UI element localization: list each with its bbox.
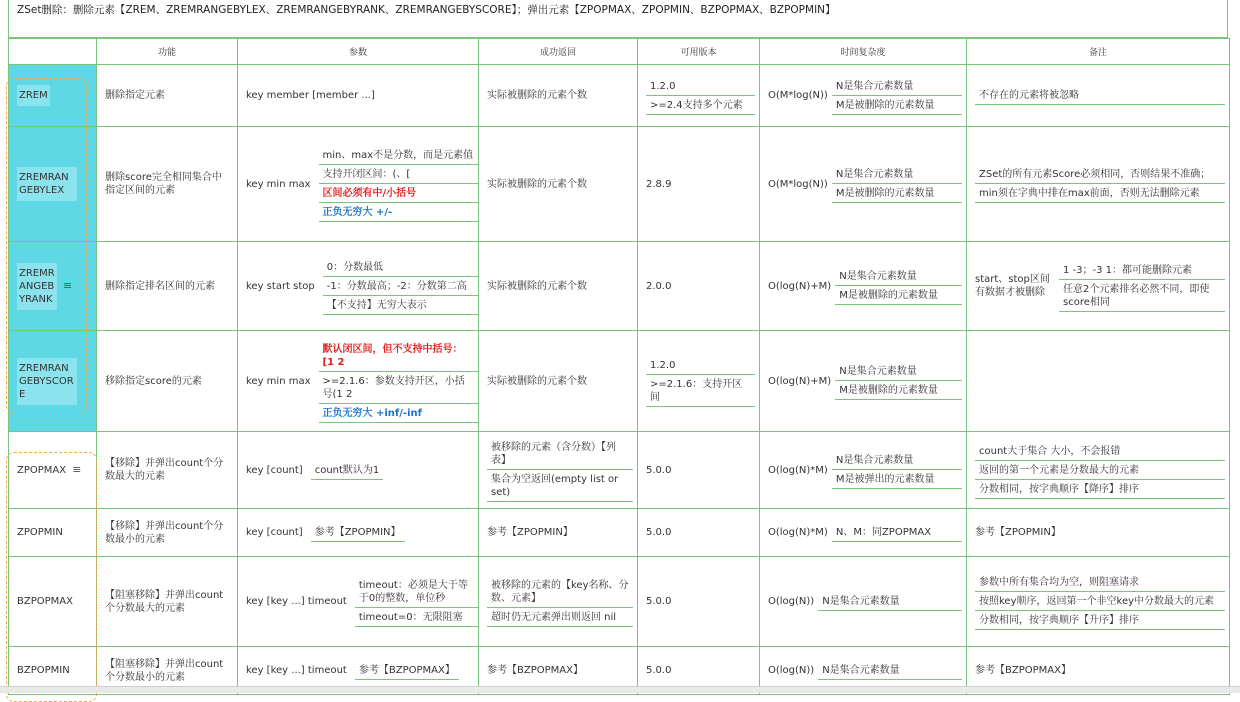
param-item: timeout：必须是大于等于0的整数，单位秒 [355, 576, 478, 608]
header-cmd [9, 39, 97, 65]
note-cell [967, 331, 1230, 432]
version-cell [638, 65, 760, 127]
complexity-key: O(log(N)*M) [768, 464, 828, 476]
param-item: -1：分数最高；-2：分数第二高 [323, 277, 478, 296]
version-cell: 5.0.0 [638, 557, 760, 647]
complexity-key: O(log(N)*M) [768, 527, 828, 538]
note-cell [967, 432, 1230, 509]
return-cell: 实际被删除的元素个数 [479, 242, 638, 331]
version-cell: 2.0.0 [638, 242, 760, 331]
complexity-item: N是集合元素数量 [818, 592, 962, 611]
param-item: 正负无穷大 +inf/-inf [319, 404, 478, 423]
complexity-cell [760, 432, 967, 509]
complexity-item: N是集合元素数量 [832, 77, 962, 96]
note-cell [967, 127, 1230, 242]
command-name[interactable]: ZPOPMAX ≡ [9, 432, 97, 509]
complexity-item: M是被删除的元素数量 [832, 184, 962, 203]
function-cell: 【移除】并弹出count个分数最小的元素 [97, 509, 238, 557]
note-item: min须在字典中排在max前面，否则无法删除元素 [975, 184, 1225, 203]
version-cell: 5.0.0 [638, 509, 760, 557]
complexity-item: N是集合元素数量 [832, 165, 962, 184]
param-item: 支持开闭区间：(、[ [319, 165, 478, 184]
note-item: count大于集合 大小，不会报错 [975, 442, 1225, 461]
params-cell [238, 432, 479, 509]
param-key: key [key ...] timeout [246, 665, 347, 676]
note-cell [967, 242, 1230, 331]
version-cell: 5.0.0 [638, 647, 760, 695]
params-cell [238, 127, 479, 242]
return-item: 被移除的元素（含分数）【列表】 [487, 438, 633, 470]
param-key: key min max [246, 375, 311, 387]
return-cell: 参考【ZPOPMIN】 [479, 509, 638, 557]
complexity-item: N是集合元素数量 [818, 661, 962, 680]
version-item: 1.2.0 [646, 356, 755, 375]
params-cell [238, 509, 479, 557]
note-item: 1 -3；-3 1：都可能删除元素 [1059, 261, 1225, 280]
param-key: key min max [246, 178, 311, 190]
note-item: 不存在的元素将被忽略 [975, 86, 1225, 105]
header-func: 功能 [97, 39, 238, 65]
complexity-key: O(log(N)+M) [768, 280, 832, 292]
note-cell: 参考【ZPOPMIN】 [967, 509, 1230, 557]
page-title: ZSet删除：删除元素【ZREM、ZREMRANGEBYLEX、ZREMRANGEBYRANK、ZREMRANGEBYSCORE】；弹出元素【ZPOPMAX、ZPOPMIN、BZPOPMAX、BZPOPMIN】 [8, 0, 1228, 38]
complexity-item: M是被删除的元素数量 [832, 96, 962, 115]
complexity-item: N是集合元素数量 [835, 362, 962, 381]
param-item: 区间必须有中/小括号 [319, 184, 478, 203]
param-item: count默认为1 [311, 461, 384, 480]
command-name[interactable]: ZREMRANGEBYLEX [9, 127, 97, 242]
function-cell: 【阻塞移除】并弹出count个分数最小的元素 [97, 647, 238, 695]
complexity-key: O(log(N)) [768, 665, 815, 676]
return-cell [479, 432, 638, 509]
command-name[interactable]: BZPOPMIN [9, 647, 97, 695]
param-key: key [count] [246, 464, 303, 476]
command-name[interactable]: ZREM [9, 65, 97, 127]
complexity-item: M是被删除的元素数量 [835, 381, 962, 400]
complexity-cell [760, 242, 967, 331]
complexity-item: N是集合元素数量 [832, 451, 962, 470]
note-item: 分数相同，按字典顺序【降序】排序 [975, 480, 1225, 499]
table-row [9, 127, 1230, 242]
function-cell: 移除指定score的元素 [97, 331, 238, 432]
function-cell: 删除指定元素 [97, 65, 238, 127]
param-item: >=2.1.6：参数支持开区，小括号(1 2 [319, 372, 478, 404]
complexity-cell [760, 331, 967, 432]
note-cell: 参考【BZPOPMAX】 [967, 647, 1230, 695]
complexity-cell [760, 127, 967, 242]
command-name[interactable]: ZREMRANGEBYSCORE [9, 331, 97, 432]
params-cell [238, 557, 479, 647]
version-cell: 2.8.9 [638, 127, 760, 242]
param-item: 【不支持】无穷大表示 [323, 296, 478, 315]
param-item: timeout=0：无限阻塞 [355, 608, 478, 627]
table-row [9, 509, 1230, 557]
command-name[interactable]: ZREMRANGEBYRANK≡ [9, 242, 97, 331]
return-item: 集合为空返回(empty list or set) [487, 470, 633, 502]
function-cell: 【阻塞移除】并弹出count个分数最大的元素 [97, 557, 238, 647]
command-name[interactable]: ZPOPMIN [9, 509, 97, 557]
note-cell [967, 65, 1230, 127]
version-item: 1.2.0 [646, 77, 755, 96]
complexity-key: O(log(N)) [768, 596, 815, 607]
param-key: key [count] [246, 527, 303, 538]
function-cell: 删除score完全相同集合中指定区间的元素 [97, 127, 238, 242]
header-complexity: 时间复杂度 [760, 39, 967, 65]
return-cell: 实际被删除的元素个数 [479, 65, 638, 127]
version-item: >=2.4支持多个元素 [646, 96, 755, 115]
function-cell: 删除指定排名区间的元素 [97, 242, 238, 331]
table-row [9, 432, 1230, 509]
header-version: 可用版本 [638, 39, 760, 65]
return-cell: 实际被删除的元素个数 [479, 127, 638, 242]
complexity-item: M是被删除的元素数量 [835, 286, 962, 305]
header-return: 成功返回 [479, 39, 638, 65]
return-cell: 参考【BZPOPMAX】 [479, 647, 638, 695]
command-name[interactable]: BZPOPMAX [9, 557, 97, 647]
return-cell [479, 557, 638, 647]
note-cell [967, 557, 1230, 647]
complexity-key: O(M*log(N)) [768, 90, 828, 101]
header-row [9, 39, 1230, 65]
return-item: 被移除的元素的【key名称、分数、元素】 [487, 576, 633, 608]
param-key: key member [member ...] [246, 90, 375, 101]
note-item: 参数中所有集合均为空，则阻塞请求 [975, 573, 1225, 592]
note-item: 返回的第一个元素是分数最大的元素 [975, 461, 1225, 480]
complexity-cell [760, 557, 967, 647]
complexity-item: N、M：同ZPOPMAX [832, 523, 962, 542]
version-item: >=2.1.6：支持开区间 [646, 375, 755, 407]
note-key: start、stop区间有数据才被删除 [975, 274, 1050, 298]
version-cell: 5.0.0 [638, 432, 760, 509]
bottom-scroll-strip[interactable] [0, 686, 1240, 693]
complexity-item: N是集合元素数量 [835, 267, 962, 286]
note-item: ZSet的所有元素Score必须相同，否则结果不准确； [975, 165, 1225, 184]
hamburger-menu-icon[interactable]: ≡ [72, 463, 82, 476]
command-table [8, 38, 1230, 695]
complexity-cell [760, 65, 967, 127]
table-row [9, 65, 1230, 127]
params-cell [238, 331, 479, 432]
return-item: 超时仍无元素弹出则返回 nil [487, 608, 633, 627]
header-note: 备注 [967, 39, 1230, 65]
note-item: 分数相同，按字典顺序【升序】排序 [975, 611, 1225, 630]
complexity-key: O(log(N)+M) [768, 375, 832, 387]
param-key: key start stop [246, 280, 315, 292]
header-params: 参数 [238, 39, 479, 65]
table-row [9, 331, 1230, 432]
param-key: key [key ...] timeout [246, 596, 347, 607]
table-row [9, 242, 1230, 331]
param-item: 正负无穷大 +/- [319, 203, 478, 222]
complexity-cell [760, 509, 967, 557]
params-cell [238, 65, 479, 127]
complexity-item: M是被弹出的元素数量 [832, 470, 962, 489]
version-cell [638, 331, 760, 432]
function-cell: 【移除】并弹出count个分数最大的元素 [97, 432, 238, 509]
param-item: 参考【ZPOPMIN】 [311, 523, 405, 542]
note-item: 按照key顺序，返回第一个非空key中分数最大的元素 [975, 592, 1225, 611]
param-item: 参考【BZPOPMAX】 [355, 661, 459, 680]
params-cell [238, 242, 479, 331]
param-item: 0：分数最低 [323, 258, 478, 277]
table-row [9, 557, 1230, 647]
hamburger-menu-icon[interactable]: ≡ [63, 279, 73, 292]
note-item: 任意2个元素排名必然不同，即使score相同 [1059, 280, 1225, 312]
complexity-key: O(M*log(N)) [768, 178, 828, 190]
param-item: min、max不是分数，而是元素值 [319, 146, 478, 165]
return-cell: 实际被删除的元素个数 [479, 331, 638, 432]
param-item: 默认闭区间，但不支持中括号：[1 2 [319, 340, 478, 372]
